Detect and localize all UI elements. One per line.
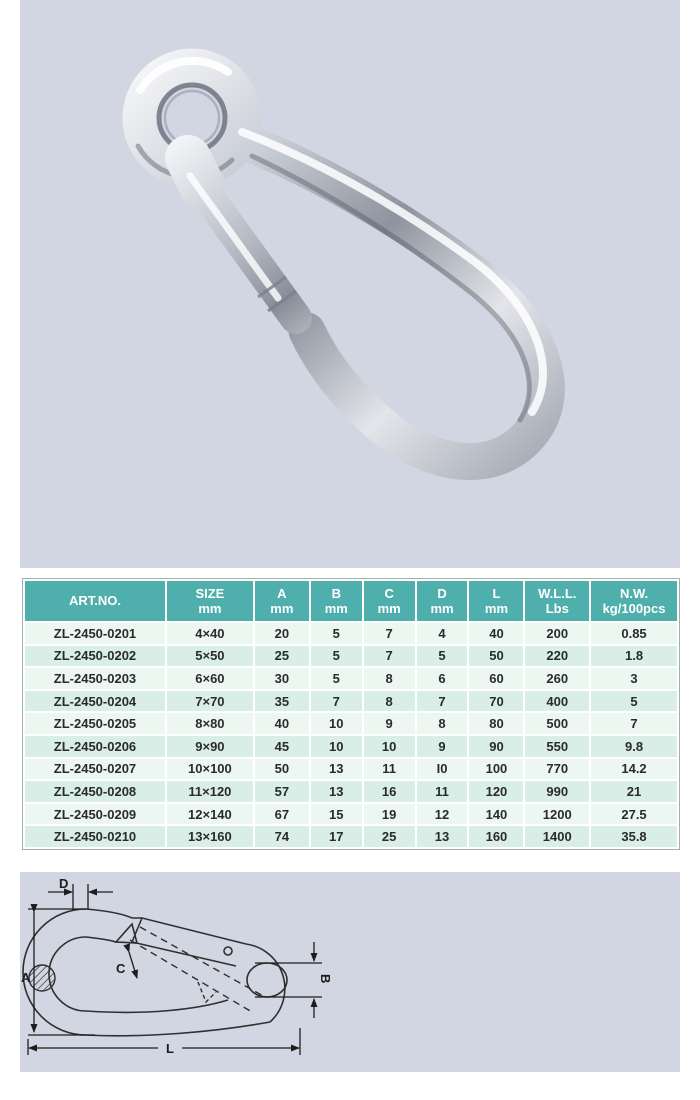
table-cell: ZL-2450-0208 bbox=[24, 780, 166, 803]
table-row bbox=[24, 825, 678, 848]
column-header: L mm bbox=[468, 580, 524, 622]
gate-dashed-lines bbox=[130, 927, 265, 1012]
column-header: C mm bbox=[363, 580, 416, 622]
table-cell: 1400 bbox=[524, 825, 590, 848]
table-cell: 7 bbox=[363, 622, 416, 645]
table-cell: 7×70 bbox=[166, 690, 254, 713]
table-cell: I0 bbox=[416, 758, 469, 781]
table-cell: 6 bbox=[416, 667, 469, 690]
table-cell: 35 bbox=[254, 690, 310, 713]
table-cell: 20 bbox=[254, 622, 310, 645]
table-cell: 5 bbox=[310, 622, 363, 645]
column-header: SIZE mm bbox=[166, 580, 254, 622]
table-cell: 8×80 bbox=[166, 712, 254, 735]
dim-label-c: C bbox=[116, 961, 126, 976]
table-cell: 100 bbox=[468, 758, 524, 781]
table-cell: 40 bbox=[254, 712, 310, 735]
table-cell: 19 bbox=[363, 803, 416, 826]
table-cell: 8 bbox=[363, 690, 416, 713]
table-cell: 11 bbox=[363, 758, 416, 781]
table-cell: ZL-2450-0205 bbox=[24, 712, 166, 735]
dimension-d bbox=[48, 884, 113, 910]
table-row bbox=[24, 735, 678, 758]
column-header: A mm bbox=[254, 580, 310, 622]
table-cell: 12×140 bbox=[166, 803, 254, 826]
table-cell: 7 bbox=[590, 712, 678, 735]
table-cell: 12 bbox=[416, 803, 469, 826]
table-cell: 57 bbox=[254, 780, 310, 803]
wire-section-hatch bbox=[29, 965, 55, 991]
table-cell: 3 bbox=[590, 667, 678, 690]
table-cell: 8 bbox=[363, 667, 416, 690]
table-cell: ZL-2450-0209 bbox=[24, 803, 166, 826]
table-cell: 7 bbox=[363, 645, 416, 668]
hook-outline bbox=[23, 909, 287, 1036]
carabiner-gate bbox=[190, 176, 296, 318]
table-row bbox=[24, 622, 678, 645]
table-cell: ZL-2450-0204 bbox=[24, 690, 166, 713]
table-row bbox=[24, 690, 678, 713]
table-cell: 13 bbox=[416, 825, 469, 848]
table-cell: 60 bbox=[468, 667, 524, 690]
table-row bbox=[24, 758, 678, 781]
table-cell: 160 bbox=[468, 825, 524, 848]
dimension-c bbox=[129, 952, 137, 978]
table-cell: 0.85 bbox=[590, 622, 678, 645]
table-cell: 5×50 bbox=[166, 645, 254, 668]
table-cell: 990 bbox=[524, 780, 590, 803]
table-cell: 80 bbox=[468, 712, 524, 735]
table-row bbox=[24, 667, 678, 690]
table-cell: 74 bbox=[254, 825, 310, 848]
table-cell: 17 bbox=[310, 825, 363, 848]
column-header: B mm bbox=[310, 580, 363, 622]
table-cell: 5 bbox=[310, 645, 363, 668]
table-cell: 67 bbox=[254, 803, 310, 826]
table-cell: 70 bbox=[468, 690, 524, 713]
product-photo bbox=[20, 0, 680, 568]
table-cell: 45 bbox=[254, 735, 310, 758]
table-cell: 770 bbox=[524, 758, 590, 781]
table-cell: 11 bbox=[416, 780, 469, 803]
table-cell: 9 bbox=[363, 712, 416, 735]
table-cell: 15 bbox=[310, 803, 363, 826]
table-cell: 400 bbox=[524, 690, 590, 713]
table-cell: 4 bbox=[416, 622, 469, 645]
table-cell: 50 bbox=[254, 758, 310, 781]
spec-table bbox=[23, 579, 679, 849]
product-photo-panel bbox=[20, 0, 680, 568]
table-cell: 90 bbox=[468, 735, 524, 758]
table-cell: 140 bbox=[468, 803, 524, 826]
spec-table-wrap bbox=[22, 578, 680, 850]
table-cell: 21 bbox=[590, 780, 678, 803]
table-cell: 35.8 bbox=[590, 825, 678, 848]
table-cell: 10 bbox=[310, 735, 363, 758]
table-cell: 5 bbox=[416, 645, 469, 668]
table-cell: 9 bbox=[416, 735, 469, 758]
table-cell: 120 bbox=[468, 780, 524, 803]
table-cell: 7 bbox=[416, 690, 469, 713]
table-row bbox=[24, 645, 678, 668]
table-cell: 550 bbox=[524, 735, 590, 758]
table-cell: 200 bbox=[524, 622, 590, 645]
dim-label-b: B bbox=[318, 974, 333, 984]
table-cell: 5 bbox=[310, 667, 363, 690]
table-cell: 11×120 bbox=[166, 780, 254, 803]
column-header: W.L.L. Lbs bbox=[524, 580, 590, 622]
table-cell: 13×160 bbox=[166, 825, 254, 848]
table-cell: ZL-2450-0206 bbox=[24, 735, 166, 758]
table-cell: 25 bbox=[254, 645, 310, 668]
header-row bbox=[24, 580, 678, 622]
table-cell: 9.8 bbox=[590, 735, 678, 758]
dimension-b bbox=[255, 942, 322, 1018]
table-cell: 27.5 bbox=[590, 803, 678, 826]
table-cell: 5 bbox=[590, 690, 678, 713]
table-cell: ZL-2450-0201 bbox=[24, 622, 166, 645]
table-cell: ZL-2450-0202 bbox=[24, 645, 166, 668]
column-header: ART.NO. bbox=[24, 580, 166, 622]
table-cell: 4×40 bbox=[166, 622, 254, 645]
table-cell: 1.8 bbox=[590, 645, 678, 668]
table-cell: 7 bbox=[310, 690, 363, 713]
table-cell: 10 bbox=[310, 712, 363, 735]
table-cell: ZL-2450-0203 bbox=[24, 667, 166, 690]
table-row bbox=[24, 803, 678, 826]
table-cell: 50 bbox=[468, 645, 524, 668]
table-cell: 220 bbox=[524, 645, 590, 668]
table-cell: 13 bbox=[310, 780, 363, 803]
column-header: D mm bbox=[416, 580, 469, 622]
table-cell: 500 bbox=[524, 712, 590, 735]
table-row bbox=[24, 780, 678, 803]
table-cell: 25 bbox=[363, 825, 416, 848]
table-cell: 6×60 bbox=[166, 667, 254, 690]
table-cell: 260 bbox=[524, 667, 590, 690]
table-cell: 16 bbox=[363, 780, 416, 803]
table-cell: 1200 bbox=[524, 803, 590, 826]
table-cell: 13 bbox=[310, 758, 363, 781]
spec-table-head bbox=[24, 580, 678, 622]
dim-label-d: D bbox=[59, 876, 69, 891]
table-cell: 14.2 bbox=[590, 758, 678, 781]
dim-label-a: A bbox=[21, 970, 31, 985]
table-cell: 9×90 bbox=[166, 735, 254, 758]
table-cell: 30 bbox=[254, 667, 310, 690]
table-cell: ZL-2450-0207 bbox=[24, 758, 166, 781]
dim-label-l: L bbox=[166, 1041, 174, 1056]
technical-drawing bbox=[20, 872, 680, 1072]
technical-drawing-panel bbox=[20, 872, 680, 1072]
table-cell: 40 bbox=[468, 622, 524, 645]
table-cell: ZL-2450-0210 bbox=[24, 825, 166, 848]
column-header: N.W. kg/100pcs bbox=[590, 580, 678, 622]
table-cell: 10 bbox=[363, 735, 416, 758]
table-cell: 8 bbox=[416, 712, 469, 735]
spec-table-body bbox=[24, 622, 678, 848]
table-row bbox=[24, 712, 678, 735]
table-cell: 10×100 bbox=[166, 758, 254, 781]
